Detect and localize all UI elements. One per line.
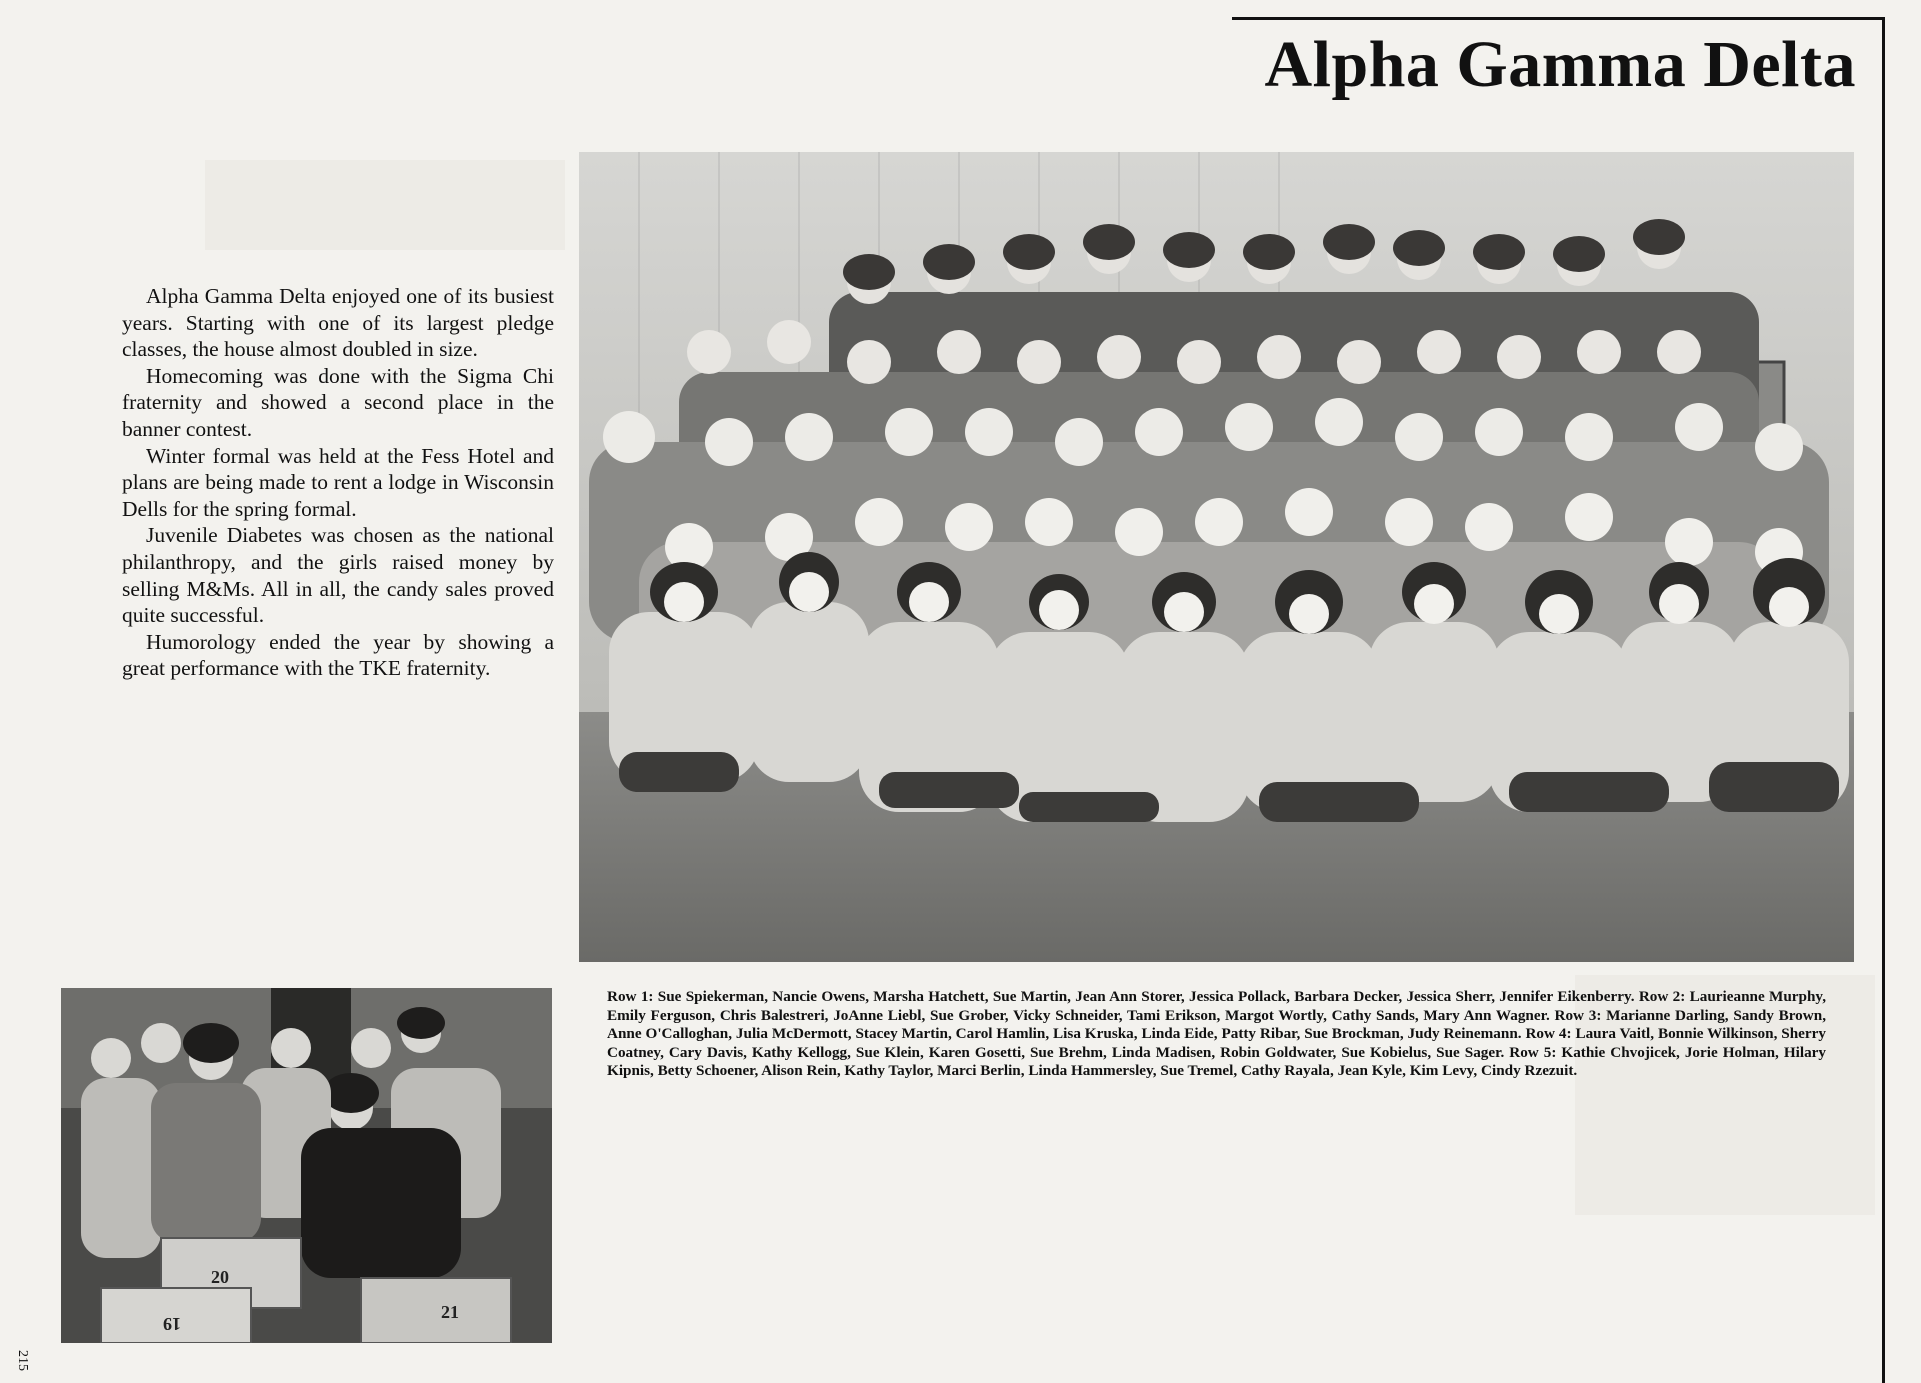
intro-paragraph: Homecoming was done with the Sigma Chi fraternity and showed a second place in the banner contest.	[122, 363, 554, 441]
candid-photo	[61, 988, 552, 1343]
intro-paragraph: Humorology ended the year by showing a great performance with the TKE fraternity.	[122, 629, 554, 681]
photo-caption: Row 1: Sue Spiekerman, Nancie Owens, Marsha Hatchett, Sue Martin, Jean Ann Storer, Jessica Pollack, Barbara Decker, Jessica Sherr, Jennifer Eikenberry. Row 2: Laurieanne Murphy, Emily Ferguson, Chris Balestreri, JoAnne Liebl, Sue Grober, Vicky Schneider, Tami Erikson, Margot Wortly, Cathy Sands, Mary Ann Wagner. Row 3: Marianne Darling, Sandy Brown, Anne O'Calloghan, Julia McDermott, Stacey Martin, Carol Hamlin, Lisa Kruska, Linda Eide, Patty Ribar, Sue Brockman, Judy Reinemann. Row 4: Laura Vaitl, Bonnie Wilkinson, Sherry Coatney, Cary Davis, Kathy Kellogg, Sue Klein, Karen Gosetti, Sue Brehm, Linda Madisen, Robin Goldwater, Sue Kobielus, Sue Sager. Row 5: Kathie Chvojicek, Jorie Holman, Hilary Kipnis, Betty Schoener, Alison Rein, Kathy Taylor, Marci Berlin, Linda Hammersley, Sue Tremel, Cathy Rayala, Jean Kyle, Kim Levy, Cindy Rzezuit.	[607, 988, 1826, 1080]
intro-paragraph: Juvenile Diabetes was chosen as the national philanthropy, and the girls raised money by selling M&Ms. All in all, the candy sales proved quite successful.	[122, 523, 554, 628]
bleed-through-shadow	[205, 160, 565, 250]
box	[361, 1278, 511, 1343]
group-photo-image	[579, 152, 1854, 962]
page-number: 215	[15, 1350, 30, 1371]
intro-text	[122, 283, 554, 682]
intro-paragraph: Winter formal was held at the Fess Hotel and plans are being made to rent a lodge in Wisconsin Dells for the spring formal.	[122, 443, 554, 521]
candid-photo-image	[61, 988, 552, 1343]
box-label: 20	[211, 1267, 229, 1287]
box-label: 21	[441, 1302, 459, 1322]
intro-paragraph: Alpha Gamma Delta enjoyed one of its busiest years. Starting with one of its largest pledge classes, the house almost doubled in size.	[122, 284, 554, 362]
group-photo	[579, 152, 1854, 962]
page-title: Alpha Gamma Delta	[1264, 28, 1856, 101]
box-label: 19	[163, 1314, 181, 1334]
